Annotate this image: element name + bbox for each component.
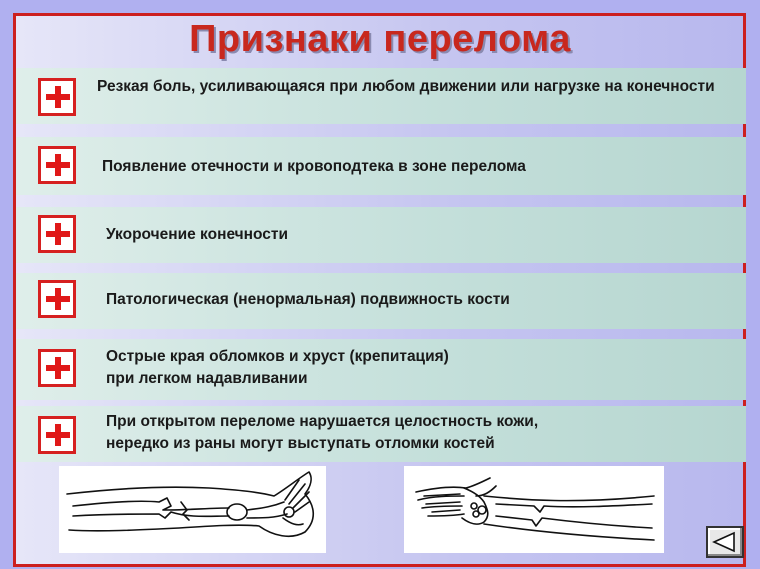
fractured-leg-drawing bbox=[59, 466, 326, 553]
list-item-text: Патологическая (ненормальная) подвижность кости bbox=[106, 291, 510, 308]
red-cross-icon bbox=[38, 215, 76, 253]
red-cross-icon bbox=[38, 416, 76, 454]
back-triangle-icon bbox=[708, 528, 742, 556]
red-cross-icon bbox=[38, 349, 76, 387]
red-cross-icon bbox=[38, 280, 76, 318]
list-item-text: Появление отечности и кровоподтека в зоне перелома bbox=[102, 158, 526, 175]
list-item-line: Острые края обломков и хруст (крепитация) bbox=[106, 348, 449, 365]
back-button[interactable] bbox=[706, 526, 744, 558]
list-item-text: Укорочение конечности bbox=[106, 226, 289, 243]
page-title: Признаки перелома bbox=[189, 18, 571, 60]
list-item-text bbox=[106, 411, 538, 455]
list-item-line: При открытом переломе нарушается целостность кожи, bbox=[106, 413, 539, 430]
list-item-text bbox=[106, 346, 449, 390]
red-cross-icon bbox=[38, 78, 76, 116]
list-item-line: при легком надавливании bbox=[106, 370, 308, 387]
fractured-arm-illustration bbox=[404, 466, 664, 553]
list-item-text: Резкая боль, усиливающаяся при любом движении или нагрузке на конечности bbox=[97, 78, 715, 95]
fractured-arm-drawing bbox=[404, 466, 664, 553]
list-item-line: нередко из раны могут выступать отломки костей bbox=[106, 435, 495, 452]
red-cross-icon bbox=[38, 146, 76, 184]
fractured-leg-illustration bbox=[59, 466, 326, 553]
